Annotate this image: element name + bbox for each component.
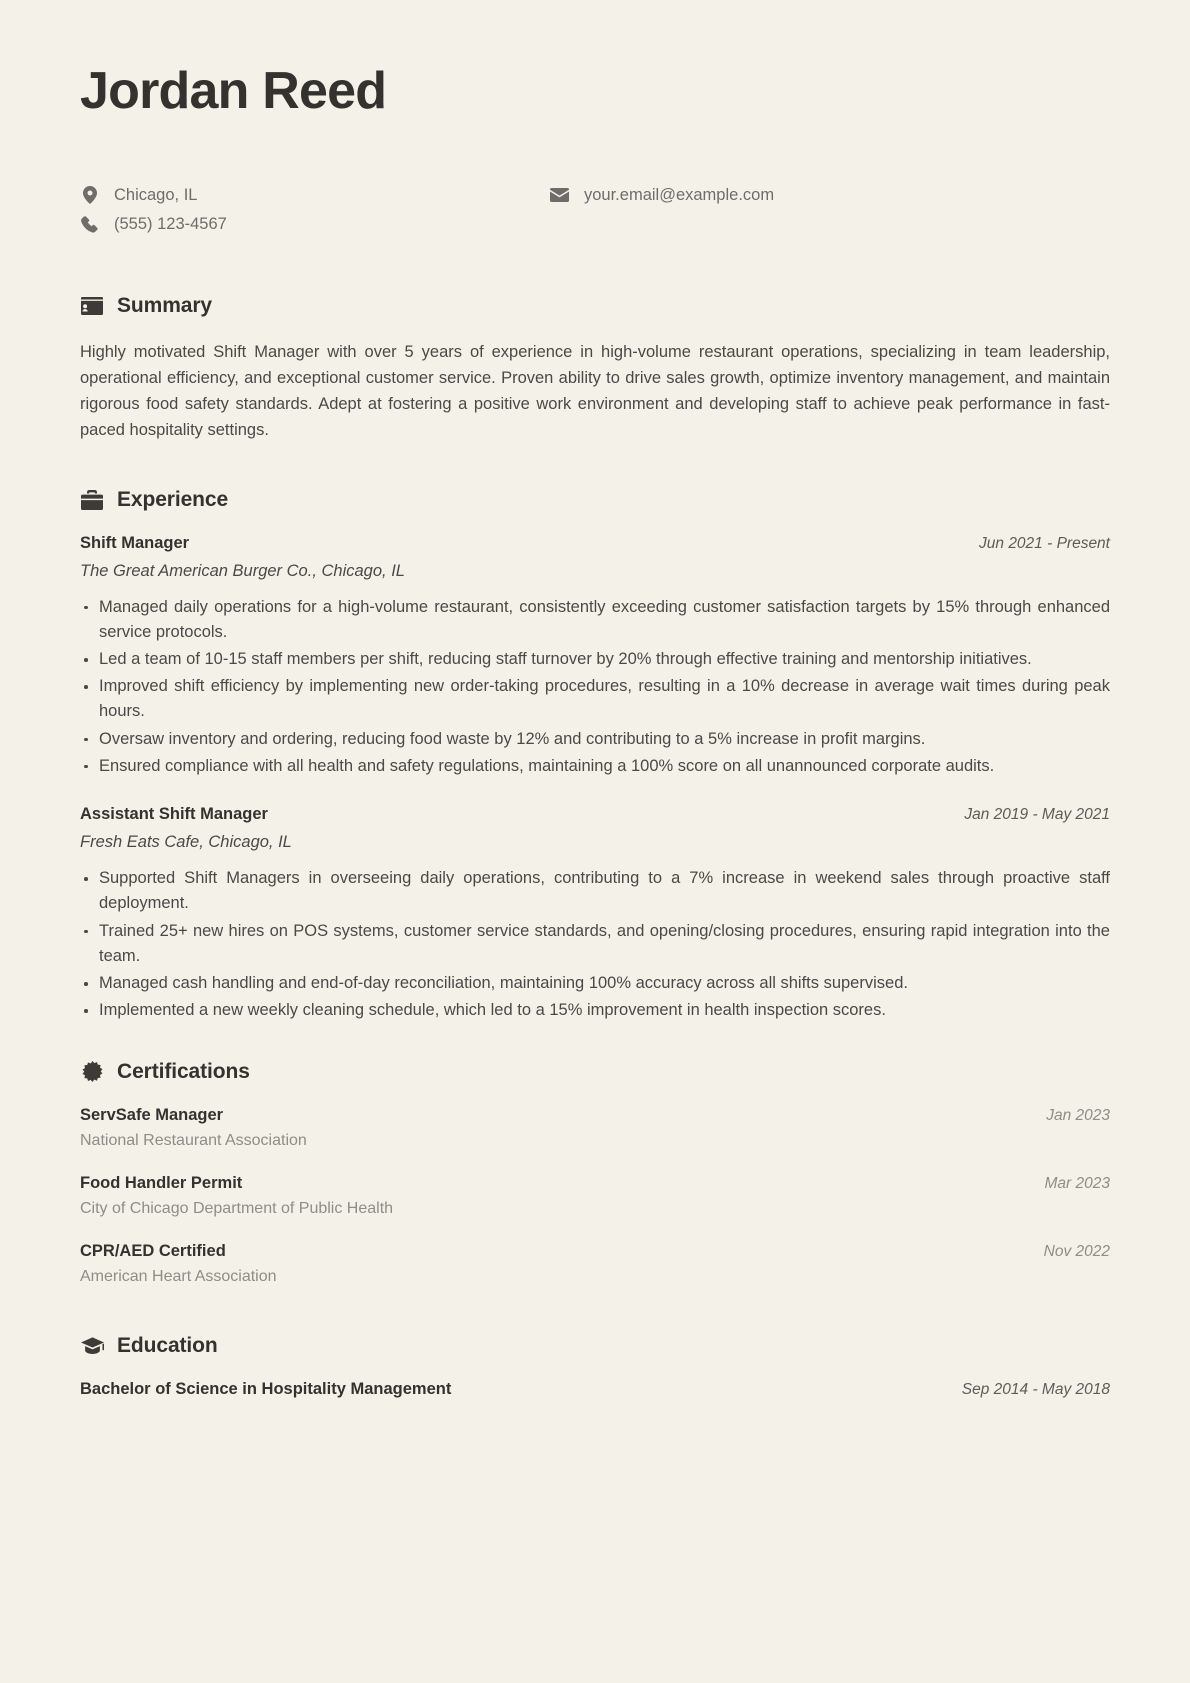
education-heading xyxy=(80,1334,1110,1358)
id-card-icon xyxy=(80,294,104,318)
education-degree: Bachelor of Science in Hospitality Management xyxy=(80,1379,452,1398)
experience-entry xyxy=(80,534,1110,780)
education-date: Sep 2014 - May 2018 xyxy=(961,1380,1110,1398)
contact-phone-text: (555) 123-4567 xyxy=(114,214,227,233)
certification-entry xyxy=(80,1106,1110,1150)
certification-entry-header xyxy=(80,1242,1110,1261)
job-bullet-list xyxy=(80,866,1110,1023)
location-pin-icon xyxy=(80,186,99,204)
job-date: Jan 2019 - May 2021 xyxy=(964,806,1110,824)
certification-issuer: National Restaurant Association xyxy=(80,1131,307,1149)
contact-location-text: Chicago, IL xyxy=(114,185,198,204)
certification-entry-header xyxy=(80,1174,1110,1193)
certification-title: Food Handler Permit xyxy=(80,1173,243,1192)
section-experience xyxy=(80,488,1110,1024)
briefcase-icon xyxy=(80,488,104,512)
contact-phone xyxy=(80,213,550,236)
certification-entry-header xyxy=(80,1106,1110,1125)
education-entry-header xyxy=(80,1380,1110,1399)
job-bullet: Oversaw inventory and ordering, reducing food waste by 12% and contributing to a 5% increase in profit margins. xyxy=(80,727,1110,752)
experience-title: Experience xyxy=(117,487,229,511)
job-bullet: Led a team of 10-15 staff members per shift, reducing staff turnover by 20% through effective training and mentorship initiatives. xyxy=(80,647,1110,672)
job-date: Jun 2021 - Present xyxy=(979,534,1110,552)
contact-column-left xyxy=(80,184,550,236)
contact-email-text: your.email@example.com xyxy=(584,185,775,204)
section-certifications xyxy=(80,1060,1110,1286)
experience-entry xyxy=(80,805,1110,1023)
education-title: Education xyxy=(117,1333,218,1357)
candidate-name: Jordan Reed xyxy=(80,62,387,120)
experience-entry-header xyxy=(80,805,1110,824)
job-title: Shift Manager xyxy=(80,533,190,552)
experience-entry-header xyxy=(80,534,1110,553)
job-bullet: Improved shift efficiency by implementing new order-taking procedures, resulting in a 10% decrease in average wait times during peak hours. xyxy=(80,674,1110,724)
job-bullet: Implemented a new weekly cleaning schedule, which led to a 15% improvement in health inspection scores. xyxy=(80,998,1110,1023)
job-bullet: Managed cash handling and end-of-day reconciliation, maintaining 100% accuracy across all shifts supervised. xyxy=(80,971,1110,996)
certification-date: Jan 2023 xyxy=(1046,1106,1110,1124)
certification-entry xyxy=(80,1242,1110,1286)
certification-issuer: American Heart Association xyxy=(80,1267,277,1285)
graduation-cap-icon xyxy=(80,1334,104,1358)
certification-title: ServSafe Manager xyxy=(80,1105,224,1124)
summary-title: Summary xyxy=(117,293,213,317)
phone-icon xyxy=(80,216,99,233)
certifications-heading xyxy=(80,1060,1110,1084)
contact-info xyxy=(80,184,1110,236)
certification-date: Mar 2023 xyxy=(1044,1174,1110,1192)
job-bullet-list xyxy=(80,595,1110,780)
contact-email xyxy=(550,184,774,207)
experience-heading xyxy=(80,488,1110,512)
job-bullet: Trained 25+ new hires on POS systems, customer service standards, and opening/closing procedures, ensuring rapid integration into the team. xyxy=(80,919,1110,969)
contact-column-right xyxy=(550,184,774,236)
summary-heading xyxy=(80,294,1110,318)
job-company: Fresh Eats Cafe, Chicago, IL xyxy=(80,833,292,852)
certification-entry xyxy=(80,1174,1110,1218)
section-summary xyxy=(80,294,1110,444)
job-title: Assistant Shift Manager xyxy=(80,805,268,824)
certification-issuer: City of Chicago Department of Public Health xyxy=(80,1199,394,1217)
job-bullet: Ensured compliance with all health and safety regulations, maintaining a 100% score on all unannounced corporate audits. xyxy=(80,754,1110,779)
job-bullet: Supported Shift Managers in overseeing daily operations, contributing to a 7% increase in weekend sales through proactive staff deployment. xyxy=(80,866,1110,916)
job-bullet: Managed daily operations for a high-volume restaurant, consistently exceeding customer satisfaction targets by 15% through enhanced service protocols. xyxy=(80,595,1110,645)
certification-date: Nov 2022 xyxy=(1043,1242,1110,1260)
contact-location xyxy=(80,184,550,207)
education-entry xyxy=(80,1380,1110,1399)
summary-text: Highly motivated Shift Manager with over 5 years of experience in high-volume restaurant operations, specializing in team leadership, operational efficiency, and exceptional customer service. Proven ability to drive sales growth, optimize inventory management, and maintain rigorous food safety standards. Adept at fostering a positive work environment and developing staff to achieve peak performance in fast-paced hospitality settings. xyxy=(80,342,1110,439)
section-education xyxy=(80,1334,1110,1399)
starburst-badge-icon xyxy=(80,1060,104,1084)
certifications-title: Certifications xyxy=(117,1059,250,1083)
resume-header xyxy=(80,62,1110,236)
certification-title: CPR/AED Certified xyxy=(80,1241,226,1260)
job-company: The Great American Burger Co., Chicago, IL xyxy=(80,561,405,580)
envelope-icon xyxy=(550,188,569,202)
